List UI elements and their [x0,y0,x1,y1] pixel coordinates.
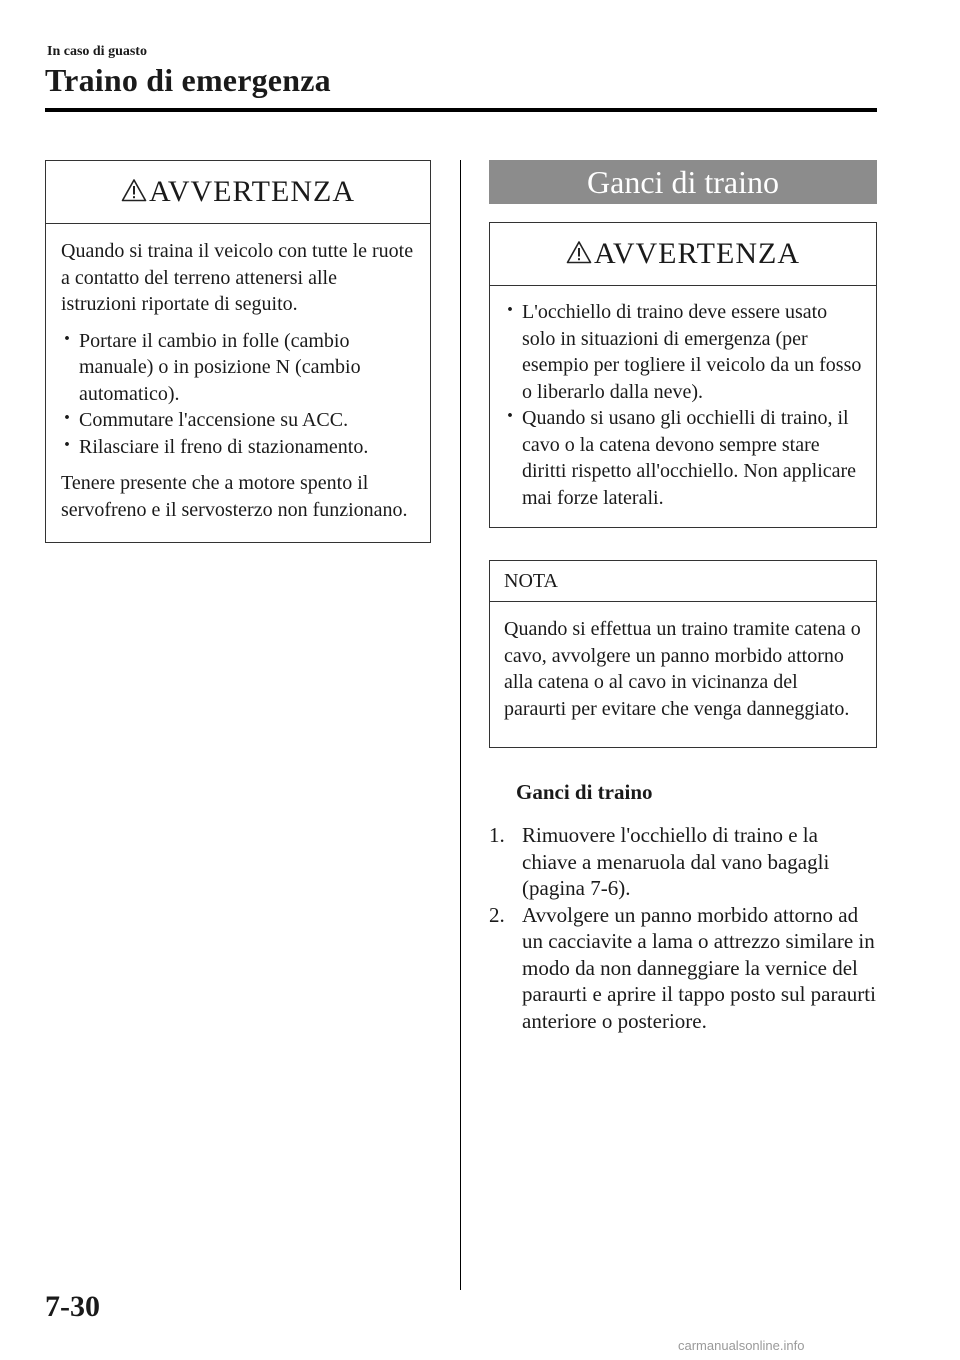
column-divider [460,160,461,1290]
bullet-item: · Quando si usano gli occhielli di traino, il cavo o la catena devono sempre stare diritti rispetto all'occhiello. Non applicare mai forze laterali. [504,405,862,511]
note-text: Quando si effettua un traino tramite catena o cavo, avvolgere un panno morbido attorno alla catena o al cavo in vicinanza del paraurti per evitare che venga danneggiato. [504,618,861,720]
bullet-item: · L'occhiello di traino deve essere usato solo in situazioni di emergenza (per esempio per togliere il veicolo da un fosso o liberarlo dalla neve). [504,299,862,405]
section-label: In caso di guasto [47,44,147,59]
page-title: Traino di emergenza [45,62,331,98]
note-body [490,602,876,736]
step-text: Avvolgere un panno morbido attorno ad un cacciavite a lama o attrezzo similare in modo da non danneggiare la vernice del paraurti e aprire il tappo posto sul paraurti anteriore o posteriore. [522,902,876,1033]
warning-body [46,224,430,537]
step-number: 1. [489,823,505,847]
warning-body [490,286,876,525]
step-item [489,822,877,902]
warning-title: AVVERTENZA [149,175,355,208]
step-text: Rimuovere l'occhiello di traino e la chiave a menaruola dal vano bagagli (pagina 7-6). [522,823,830,900]
page-number: 7-30 [45,1290,100,1323]
warning-header [490,223,876,286]
step-item [489,902,877,1035]
note-title: NOTA [490,561,876,602]
warning-bullet-list [61,328,416,461]
warning-box-left [45,160,431,543]
title-rule [45,108,877,112]
warning-box-right [489,222,877,528]
warning-triangle-icon [566,240,592,264]
section-banner: Ganci di traino [489,160,877,204]
warning-header [46,161,430,224]
note-box [489,560,877,748]
step-number: 2. [489,902,505,927]
bullet-item: · Rilasciare il freno di stazionamento. [61,434,416,461]
watermark: carmanualsonline.info [678,1338,805,1353]
warning-intro: Quando si traina il veicolo con tutte le ruote a contatto del terreno attenersi alle istruzioni riportate di seguito. [61,240,414,315]
warning-outro: Tenere presente che a motore spento il servofreno e il servosterzo non funzionano. [61,472,408,521]
bullet-item: · Commutare l'accensione su ACC. [61,407,416,434]
subheading: Ganci di traino [516,780,653,804]
warning-title: AVVERTENZA [594,237,800,270]
step-list [489,822,877,1034]
warning-triangle-icon [121,178,147,202]
warning-bullet-list [504,299,862,511]
bullet-item: · Portare il cambio in folle (cambio manuale) o in posizione N (cambio automatico). [61,328,416,408]
